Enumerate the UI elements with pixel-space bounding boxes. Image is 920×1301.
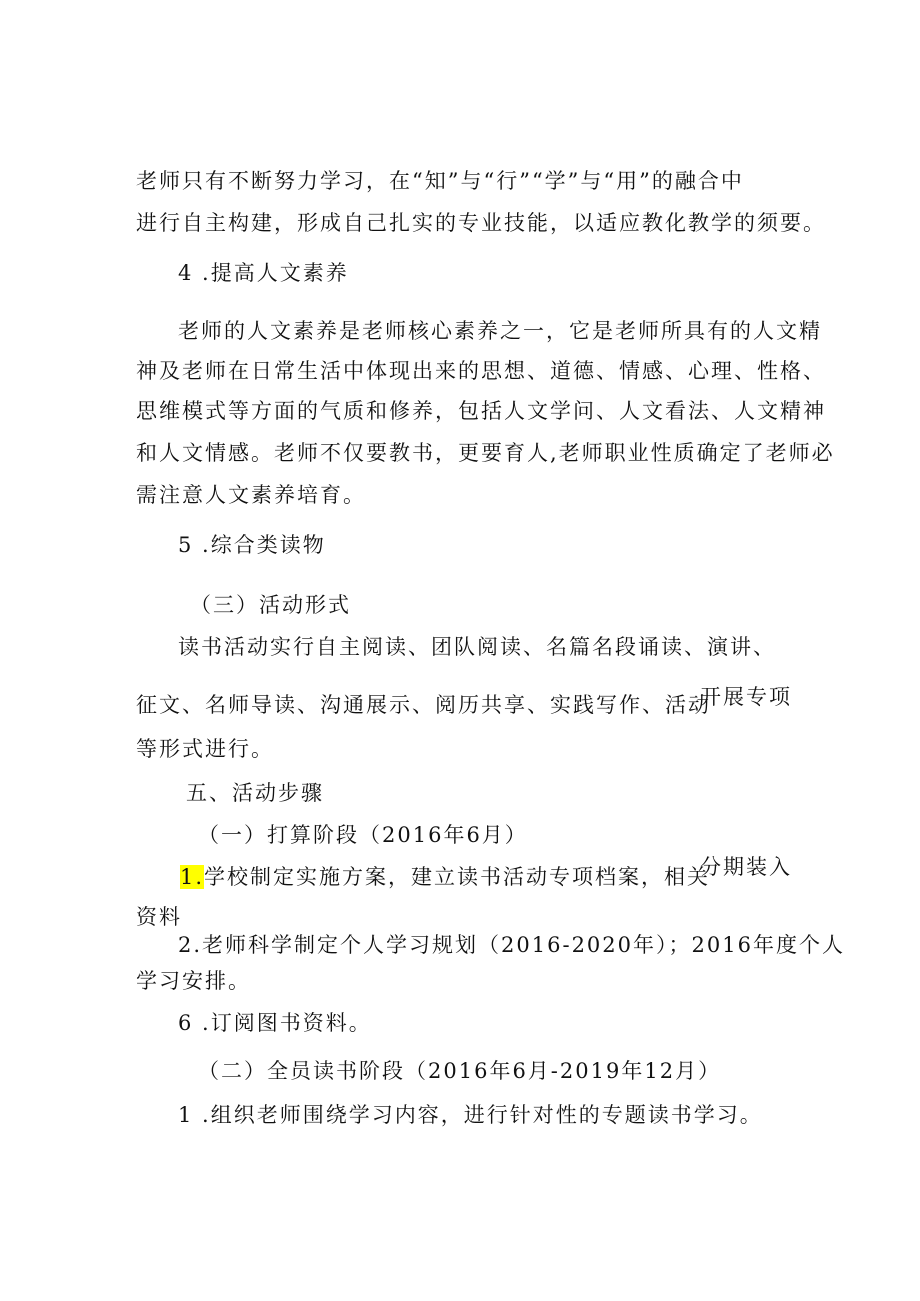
paragraph-line: 读书活动实行自主阅读、团队阅读、名篇名段诵读、演讲、	[178, 635, 776, 659]
list-item-text: 学校制定实施方案，建立读书活动专项档案，相关	[204, 865, 711, 889]
section-heading: 6 .订阅图书资料。	[178, 1011, 372, 1035]
clipped-line	[136, 902, 182, 929]
paragraph-line: 需注意人文素养培育。	[136, 483, 366, 507]
section-heading: 4 .提高人文素养	[178, 261, 349, 285]
list-item-continuation: 学习安排。	[136, 969, 251, 993]
paragraph-line: 老师的人文素养是老师核心素养之一，它是老师所具有的人文精	[178, 319, 822, 343]
section-heading: 五、活动步骤	[186, 781, 324, 805]
list-item: 2.老师科学制定个人学习规划（2016-2020年）；2016年度个人	[178, 933, 845, 957]
paragraph-line: 思维模式等方面的气质和修养，包括人文学问、人文看法、人文精神	[136, 399, 826, 423]
paragraph-line: 老师只有不断努力学习，在“知”与“行”“学”与“用”的融合中	[136, 169, 744, 193]
floating-text: 分期装入	[700, 855, 792, 879]
list-item	[180, 862, 710, 892]
clipped-text: 资料	[136, 905, 182, 929]
section-heading: （一）打算阶段（2016年6月）	[198, 823, 528, 847]
paragraph-line: 神及老师在日常生活中体现出来的思想、道德、情感、心理、性格、	[136, 359, 826, 383]
paragraph-line: 征文、名师导读、沟通展示、阅历共享、实践写作、活动	[136, 693, 711, 717]
floating-text: 开展专项	[700, 685, 792, 709]
paragraph-line: 进行自主构建，形成自己扎实的专业技能，以适应教化教学的须要。	[136, 211, 826, 235]
section-heading: （三）活动形式	[190, 593, 351, 617]
list-item: 1 .组织老师围绕学习内容，进行针对性的专题读书学习。	[178, 1103, 763, 1127]
paragraph-line: 和人文情感。老师不仅要教书，更要育人,老师职业性质确定了老师必	[136, 441, 835, 465]
highlighted-number: 1.	[180, 865, 205, 889]
section-heading: 5 .综合类读物	[178, 533, 326, 557]
paragraph-line: 等形式进行。	[136, 737, 274, 761]
section-heading: （二）全员读书阶段（2016年6月-2019年12月）	[198, 1059, 722, 1083]
